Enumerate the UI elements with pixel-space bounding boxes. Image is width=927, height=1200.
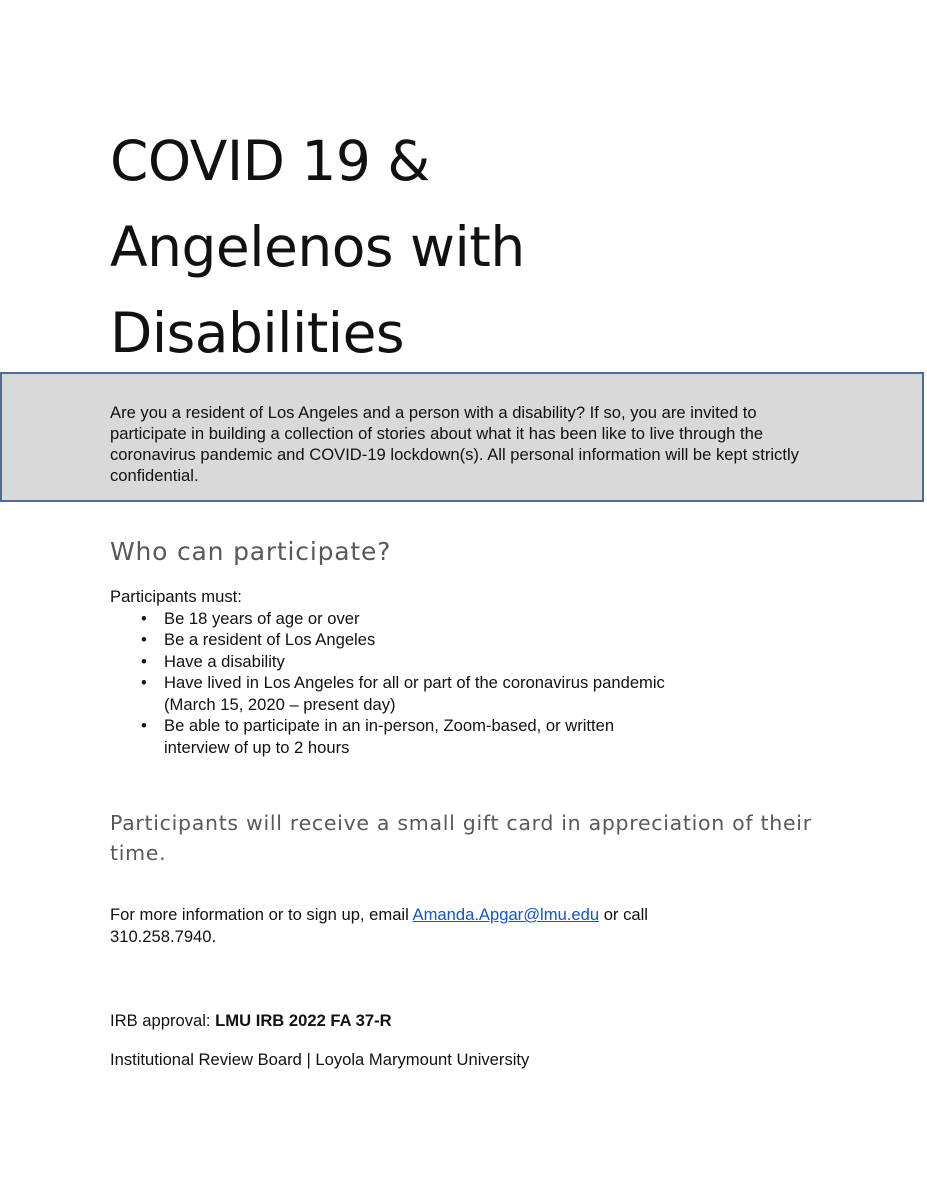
list-item-text: Be a resident of Los Angeles bbox=[164, 630, 376, 649]
bullet-icon: • bbox=[141, 716, 147, 735]
bullet-icon: • bbox=[141, 608, 147, 628]
eligibility-intro: Participants must: bbox=[110, 587, 242, 606]
intro-callout-box bbox=[0, 372, 924, 502]
eligibility-heading: Who can participate? bbox=[110, 537, 392, 566]
incentive-text: Participants will receive a small gift card in appreciation of their time. bbox=[110, 811, 812, 865]
page-title bbox=[110, 118, 830, 376]
contact-middle: or call bbox=[599, 905, 648, 924]
list-item bbox=[110, 672, 670, 715]
email-link[interactable]: Amanda.Apgar@lmu.edu bbox=[412, 905, 600, 924]
bullet-icon: • bbox=[141, 651, 147, 671]
title-line-2: Angelenos with bbox=[110, 215, 525, 279]
irb-label: IRB approval: bbox=[110, 1011, 216, 1030]
bullet-icon: • bbox=[141, 673, 147, 692]
list-item-text: Have a disability bbox=[164, 651, 285, 671]
contact-info bbox=[110, 904, 750, 947]
list-item-text: Be able to participate in an in-person, Zoom-based, or written interview of up to 2 hours bbox=[164, 716, 615, 757]
bullet-icon: • bbox=[141, 630, 147, 649]
list-item-text: Have lived in Los Angeles for all or part of the coronavirus pandemic (March 15, 2020 – present day) bbox=[164, 673, 665, 714]
title-line-3: Disabilities bbox=[110, 301, 405, 365]
list-item bbox=[110, 651, 670, 673]
phone-number: 310.258.7940. bbox=[110, 926, 217, 946]
list-item bbox=[110, 715, 670, 758]
list-item bbox=[110, 608, 670, 630]
intro-text: Are you a resident of Los Angeles and a person with a disability? If so, you are invited to participate in building a collection of stories about what it has been like to live through the coronavirus pandemic and COVID-19 lockdown(s). All personal information will be kept strictly confidential. bbox=[110, 403, 799, 485]
list-item-text: Be 18 years of age or over bbox=[164, 608, 360, 628]
title-line-1: COVID 19 & bbox=[110, 129, 430, 193]
list-item bbox=[110, 629, 670, 651]
eligibility-list bbox=[110, 608, 670, 759]
eligibility-section bbox=[110, 586, 670, 758]
irb-code: LMU IRB 2022 FA 37-R bbox=[215, 1011, 392, 1030]
irb-approval bbox=[110, 1010, 392, 1032]
board-affiliation: Institutional Review Board | Loyola Marymount University bbox=[110, 1050, 530, 1069]
contact-prefix: For more information or to sign up, email bbox=[110, 905, 413, 924]
